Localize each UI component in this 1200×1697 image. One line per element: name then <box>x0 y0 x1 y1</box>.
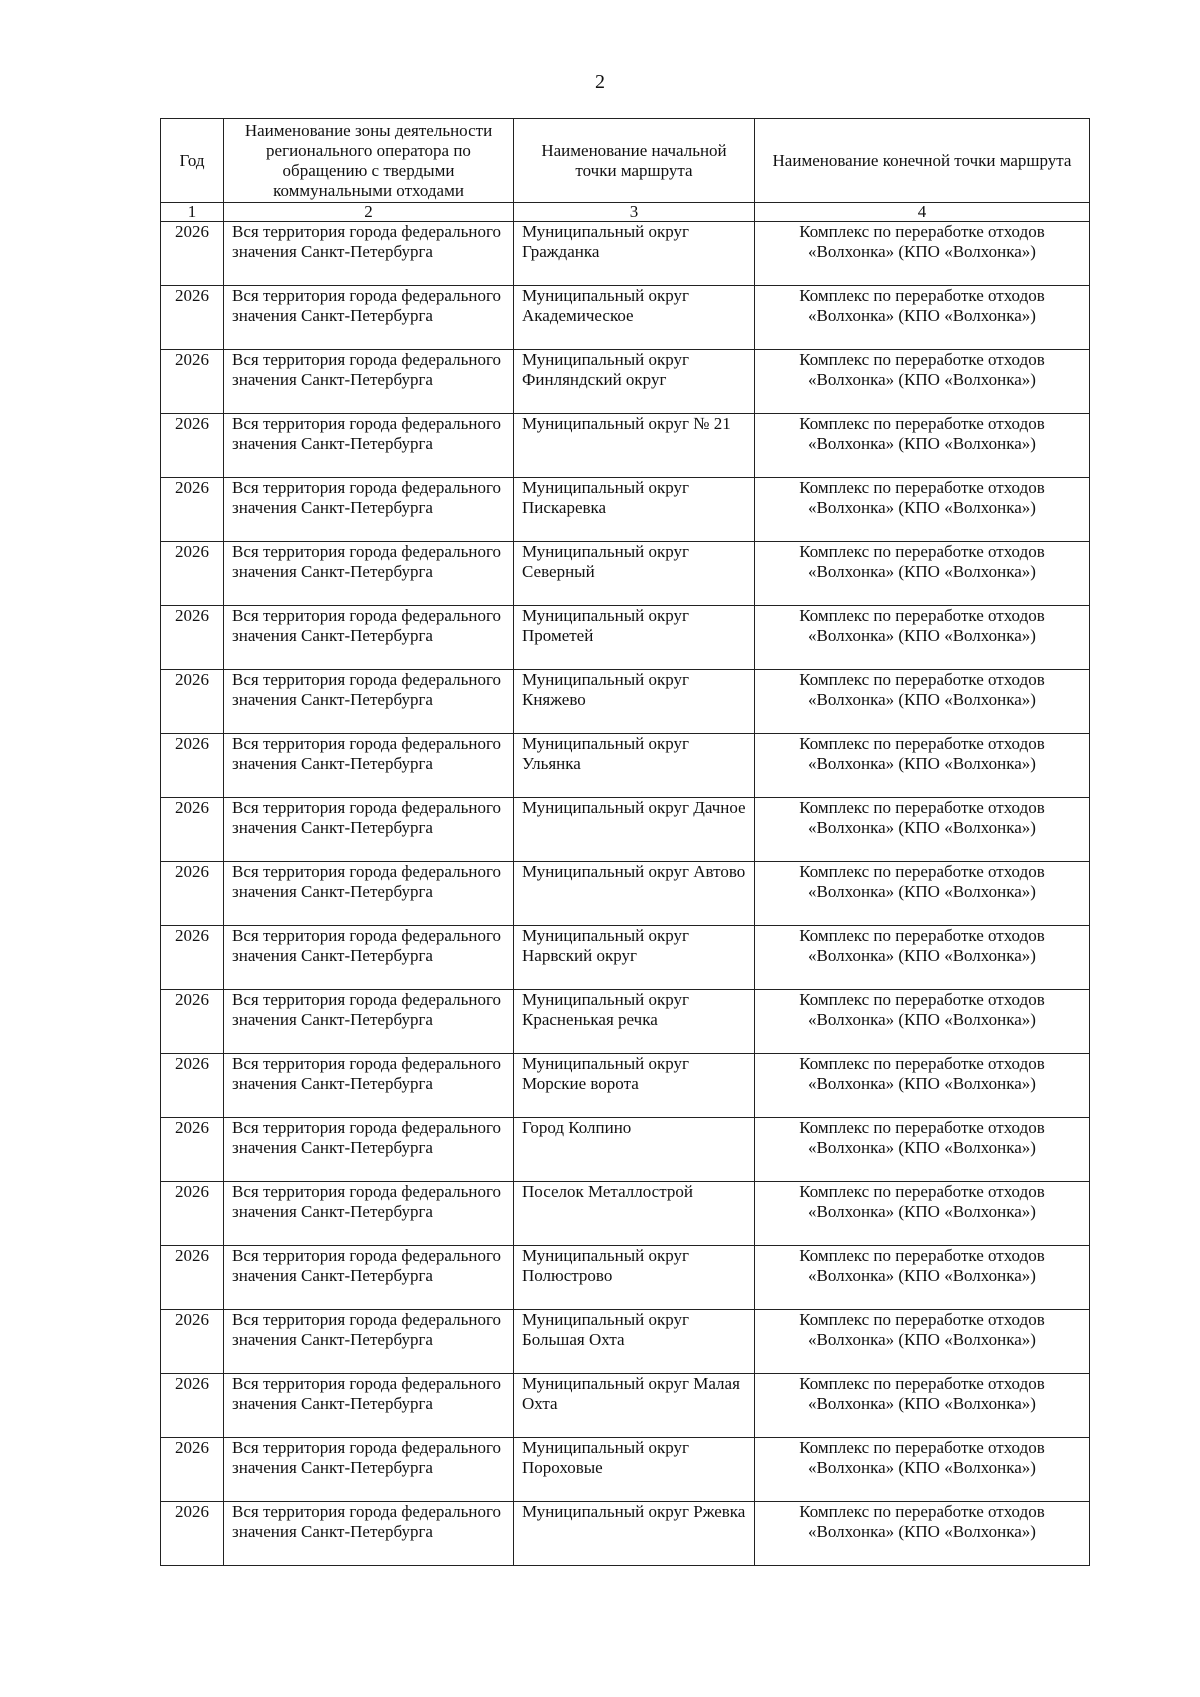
table-row <box>161 1310 1090 1374</box>
cell-end-point: Комплекс по переработке отходов «Волхонка» (КПО «Волхонка») <box>755 1310 1090 1374</box>
column-number: 1 <box>161 203 224 222</box>
cell-end-point: Комплекс по переработке отходов «Волхонка» (КПО «Волхонка») <box>755 1182 1090 1246</box>
cell-end-point: Комплекс по переработке отходов «Волхонка» (КПО «Волхонка») <box>755 414 1090 478</box>
table-row <box>161 286 1090 350</box>
table-row <box>161 670 1090 734</box>
table-row <box>161 542 1090 606</box>
cell-end-point: Комплекс по переработке отходов «Волхонка» (КПО «Волхонка») <box>755 1054 1090 1118</box>
table-row <box>161 606 1090 670</box>
cell-end-point: Комплекс по переработке отходов «Волхонка» (КПО «Волхонка») <box>755 286 1090 350</box>
cell-end-point: Комплекс по переработке отходов «Волхонка» (КПО «Волхонка») <box>755 862 1090 926</box>
cell-year: 2026 <box>161 286 224 350</box>
cell-year: 2026 <box>161 414 224 478</box>
table-row <box>161 1438 1090 1502</box>
table-row <box>161 1374 1090 1438</box>
table-row <box>161 734 1090 798</box>
column-number: 3 <box>514 203 755 222</box>
cell-zone: Вся территория города федерального значения Санкт-Петербурга <box>224 1438 514 1502</box>
cell-year: 2026 <box>161 606 224 670</box>
table-row <box>161 798 1090 862</box>
cell-start-point: Муниципальный округ Гражданка <box>514 222 755 286</box>
cell-start-point: Муниципальный округ Ульянка <box>514 734 755 798</box>
cell-zone: Вся территория города федерального значения Санкт-Петербурга <box>224 1246 514 1310</box>
cell-start-point: Поселок Металлострой <box>514 1182 755 1246</box>
cell-start-point: Муниципальный округ Морские ворота <box>514 1054 755 1118</box>
cell-end-point: Комплекс по переработке отходов «Волхонка» (КПО «Волхонка») <box>755 606 1090 670</box>
cell-year: 2026 <box>161 1054 224 1118</box>
table-row <box>161 1502 1090 1566</box>
table-row <box>161 1054 1090 1118</box>
table-row <box>161 990 1090 1054</box>
cell-year: 2026 <box>161 1118 224 1182</box>
cell-year: 2026 <box>161 926 224 990</box>
cell-year: 2026 <box>161 734 224 798</box>
header-zone: Наименование зоны деятельности регионального оператора по обращению с твердыми коммунальными отходами <box>224 119 514 203</box>
cell-zone: Вся территория города федерального значения Санкт-Петербурга <box>224 350 514 414</box>
cell-end-point: Комплекс по переработке отходов «Волхонка» (КПО «Волхонка») <box>755 1118 1090 1182</box>
cell-year: 2026 <box>161 222 224 286</box>
cell-zone: Вся территория города федерального значения Санкт-Петербурга <box>224 542 514 606</box>
cell-start-point: Муниципальный округ Северный <box>514 542 755 606</box>
cell-start-point: Муниципальный округ Автово <box>514 862 755 926</box>
cell-start-point: Муниципальный округ Финляндский округ <box>514 350 755 414</box>
route-table <box>160 118 1090 1566</box>
cell-year: 2026 <box>161 798 224 862</box>
cell-year: 2026 <box>161 1182 224 1246</box>
cell-zone: Вся территория города федерального значения Санкт-Петербурга <box>224 862 514 926</box>
cell-zone: Вся территория города федерального значения Санкт-Петербурга <box>224 798 514 862</box>
cell-start-point: Муниципальный округ Малая Охта <box>514 1374 755 1438</box>
cell-zone: Вся территория города федерального значения Санкт-Петербурга <box>224 734 514 798</box>
page-number: 2 <box>595 71 605 93</box>
cell-year: 2026 <box>161 1374 224 1438</box>
cell-start-point: Муниципальный округ Полюстрово <box>514 1246 755 1310</box>
cell-start-point: Муниципальный округ Ржевка <box>514 1502 755 1566</box>
cell-zone: Вся территория города федерального значения Санкт-Петербурга <box>224 1502 514 1566</box>
cell-end-point: Комплекс по переработке отходов «Волхонка» (КПО «Волхонка») <box>755 1246 1090 1310</box>
cell-zone: Вся территория города федерального значения Санкт-Петербурга <box>224 1182 514 1246</box>
table-row <box>161 1246 1090 1310</box>
cell-year: 2026 <box>161 350 224 414</box>
cell-end-point: Комплекс по переработке отходов «Волхонка» (КПО «Волхонка») <box>755 734 1090 798</box>
cell-zone: Вся территория города федерального значения Санкт-Петербурга <box>224 1118 514 1182</box>
cell-year: 2026 <box>161 478 224 542</box>
cell-end-point: Комплекс по переработке отходов «Волхонка» (КПО «Волхонка») <box>755 670 1090 734</box>
table-body <box>161 222 1090 1566</box>
cell-zone: Вся территория города федерального значения Санкт-Петербурга <box>224 478 514 542</box>
cell-year: 2026 <box>161 1438 224 1502</box>
cell-start-point: Муниципальный округ Пороховые <box>514 1438 755 1502</box>
table-row <box>161 1118 1090 1182</box>
cell-zone: Вся территория города федерального значения Санкт-Петербурга <box>224 606 514 670</box>
cell-zone: Вся территория города федерального значения Санкт-Петербурга <box>224 926 514 990</box>
column-number-row <box>161 203 1090 222</box>
cell-end-point: Комплекс по переработке отходов «Волхонка» (КПО «Волхонка») <box>755 990 1090 1054</box>
table-row <box>161 926 1090 990</box>
cell-zone: Вся территория города федерального значения Санкт-Петербурга <box>224 286 514 350</box>
table-row <box>161 414 1090 478</box>
cell-start-point: Муниципальный округ Академическое <box>514 286 755 350</box>
cell-start-point: Муниципальный округ Дачное <box>514 798 755 862</box>
cell-zone: Вся территория города федерального значения Санкт-Петербурга <box>224 990 514 1054</box>
cell-start-point: Муниципальный округ Княжево <box>514 670 755 734</box>
cell-year: 2026 <box>161 1246 224 1310</box>
table-row <box>161 862 1090 926</box>
column-number: 2 <box>224 203 514 222</box>
cell-zone: Вся территория города федерального значения Санкт-Петербурга <box>224 670 514 734</box>
cell-year: 2026 <box>161 862 224 926</box>
cell-zone: Вся территория города федерального значения Санкт-Петербурга <box>224 222 514 286</box>
cell-end-point: Комплекс по переработке отходов «Волхонка» (КПО «Волхонка») <box>755 542 1090 606</box>
table-row <box>161 222 1090 286</box>
header-end-point: Наименование конечной точки маршрута <box>755 119 1090 203</box>
cell-end-point: Комплекс по переработке отходов «Волхонка» (КПО «Волхонка») <box>755 926 1090 990</box>
cell-start-point: Муниципальный округ № 21 <box>514 414 755 478</box>
table-row <box>161 1182 1090 1246</box>
cell-start-point: Муниципальный округ Прометей <box>514 606 755 670</box>
cell-end-point: Комплекс по переработке отходов «Волхонка» (КПО «Волхонка») <box>755 798 1090 862</box>
table-row <box>161 350 1090 414</box>
cell-zone: Вся территория города федерального значения Санкт-Петербурга <box>224 1310 514 1374</box>
cell-end-point: Комплекс по переработке отходов «Волхонка» (КПО «Волхонка») <box>755 1374 1090 1438</box>
header-start-point: Наименование начальной точки маршрута <box>514 119 755 203</box>
table-header-row <box>161 119 1090 203</box>
cell-end-point: Комплекс по переработке отходов «Волхонка» (КПО «Волхонка») <box>755 478 1090 542</box>
cell-year: 2026 <box>161 542 224 606</box>
cell-year: 2026 <box>161 1310 224 1374</box>
cell-start-point: Муниципальный округ Пискаревка <box>514 478 755 542</box>
cell-end-point: Комплекс по переработке отходов «Волхонка» (КПО «Волхонка») <box>755 350 1090 414</box>
cell-zone: Вся территория города федерального значения Санкт-Петербурга <box>224 1374 514 1438</box>
cell-start-point: Муниципальный округ Нарвский округ <box>514 926 755 990</box>
cell-zone: Вся территория города федерального значения Санкт-Петербурга <box>224 1054 514 1118</box>
cell-start-point: Город Колпино <box>514 1118 755 1182</box>
column-number: 4 <box>755 203 1090 222</box>
cell-start-point: Муниципальный округ Большая Охта <box>514 1310 755 1374</box>
cell-end-point: Комплекс по переработке отходов «Волхонка» (КПО «Волхонка») <box>755 222 1090 286</box>
cell-end-point: Комплекс по переработке отходов «Волхонка» (КПО «Волхонка») <box>755 1438 1090 1502</box>
cell-end-point: Комплекс по переработке отходов «Волхонка» (КПО «Волхонка») <box>755 1502 1090 1566</box>
header-year: Год <box>161 119 224 203</box>
cell-zone: Вся территория города федерального значения Санкт-Петербурга <box>224 414 514 478</box>
cell-year: 2026 <box>161 1502 224 1566</box>
cell-year: 2026 <box>161 670 224 734</box>
table-row <box>161 478 1090 542</box>
cell-start-point: Муниципальный округ Красненькая речка <box>514 990 755 1054</box>
cell-year: 2026 <box>161 990 224 1054</box>
